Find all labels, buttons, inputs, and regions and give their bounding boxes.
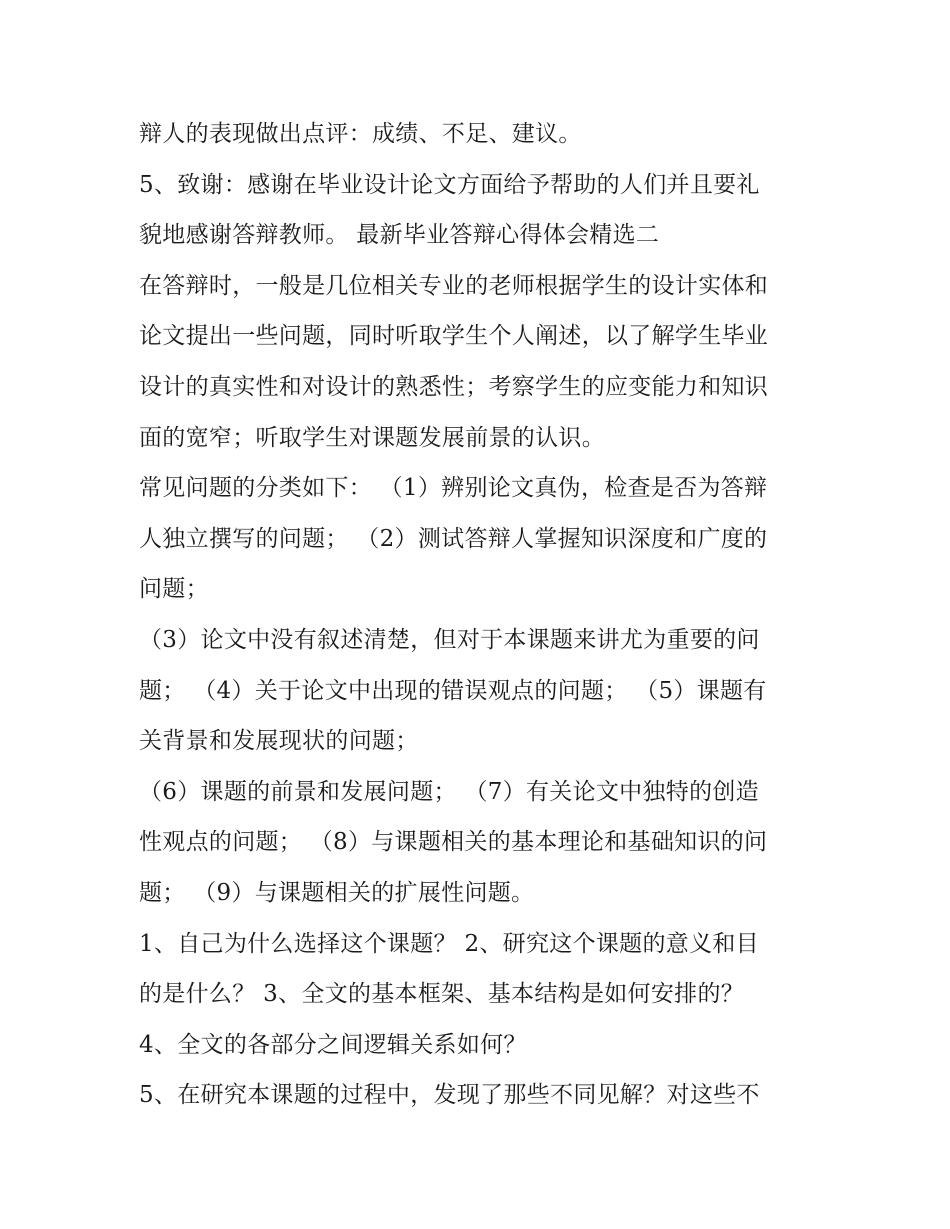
text-line: 面的宽窄；听取学生对课题发展前景的认识。 (139, 424, 605, 451)
text-line: 貌地感谢答辩教师。 最新毕业答辩心得体会精选二 (139, 222, 660, 249)
text-line: 的是什么？ 3、全文的基本框架、基本结构是如何安排的？ (139, 981, 745, 1008)
text-line: 常见问题的分类如下： （1）辨别论文真伪，检查是否为答辩 (139, 475, 768, 502)
text-line: 4、全文的各部分之间逻辑关系如何？ (139, 1031, 527, 1058)
text-line: 辩人的表现做出点评：成绩、不足、建议。 (139, 121, 582, 147)
document-body (139, 109, 829, 1121)
text-line: 问题； (139, 576, 209, 603)
text-line: 5、致谢：感谢在毕业设计论文方面给予帮助的人们并且要礼 (139, 171, 760, 198)
text-line: 在答辩时，一般是几位相关专业的老师根据学生的设计实体和 (139, 272, 769, 299)
text-line: （3）论文中没有叙述清楚，但对于本课题来讲尤为重要的问 (139, 626, 760, 653)
text-line: 性观点的问题； （8）与课题相关的基本理论和基础知识的问 (139, 829, 768, 856)
text-line: 5、在研究本课题的过程中，发现了那些不同见解？对这些不 (139, 1082, 760, 1109)
text-line: 题； （9）与课题相关的扩展性问题。 (139, 879, 535, 906)
text-line: （6）课题的前景和发展问题； （7）有关论文中独特的创造 (139, 778, 759, 805)
text-line: 人独立撰写的问题； （2）测试答辩人掌握知识深度和广度的 (139, 525, 768, 552)
text-line: 设计的真实性和对设计的熟悉性；考察学生的应变能力和知识 (139, 373, 769, 400)
text-line: 题； （4）关于论文中出现的错误观点的问题； （5）课题有 (139, 677, 767, 704)
text-line: 关背景和发展现状的问题； (139, 728, 419, 755)
text-line: 1、自己为什么选择这个课题？ 2、研究这个课题的意义和目 (139, 930, 759, 957)
text-line: 论文提出一些问题，同时听取学生个人阐述，以了解学生毕业 (139, 323, 769, 350)
